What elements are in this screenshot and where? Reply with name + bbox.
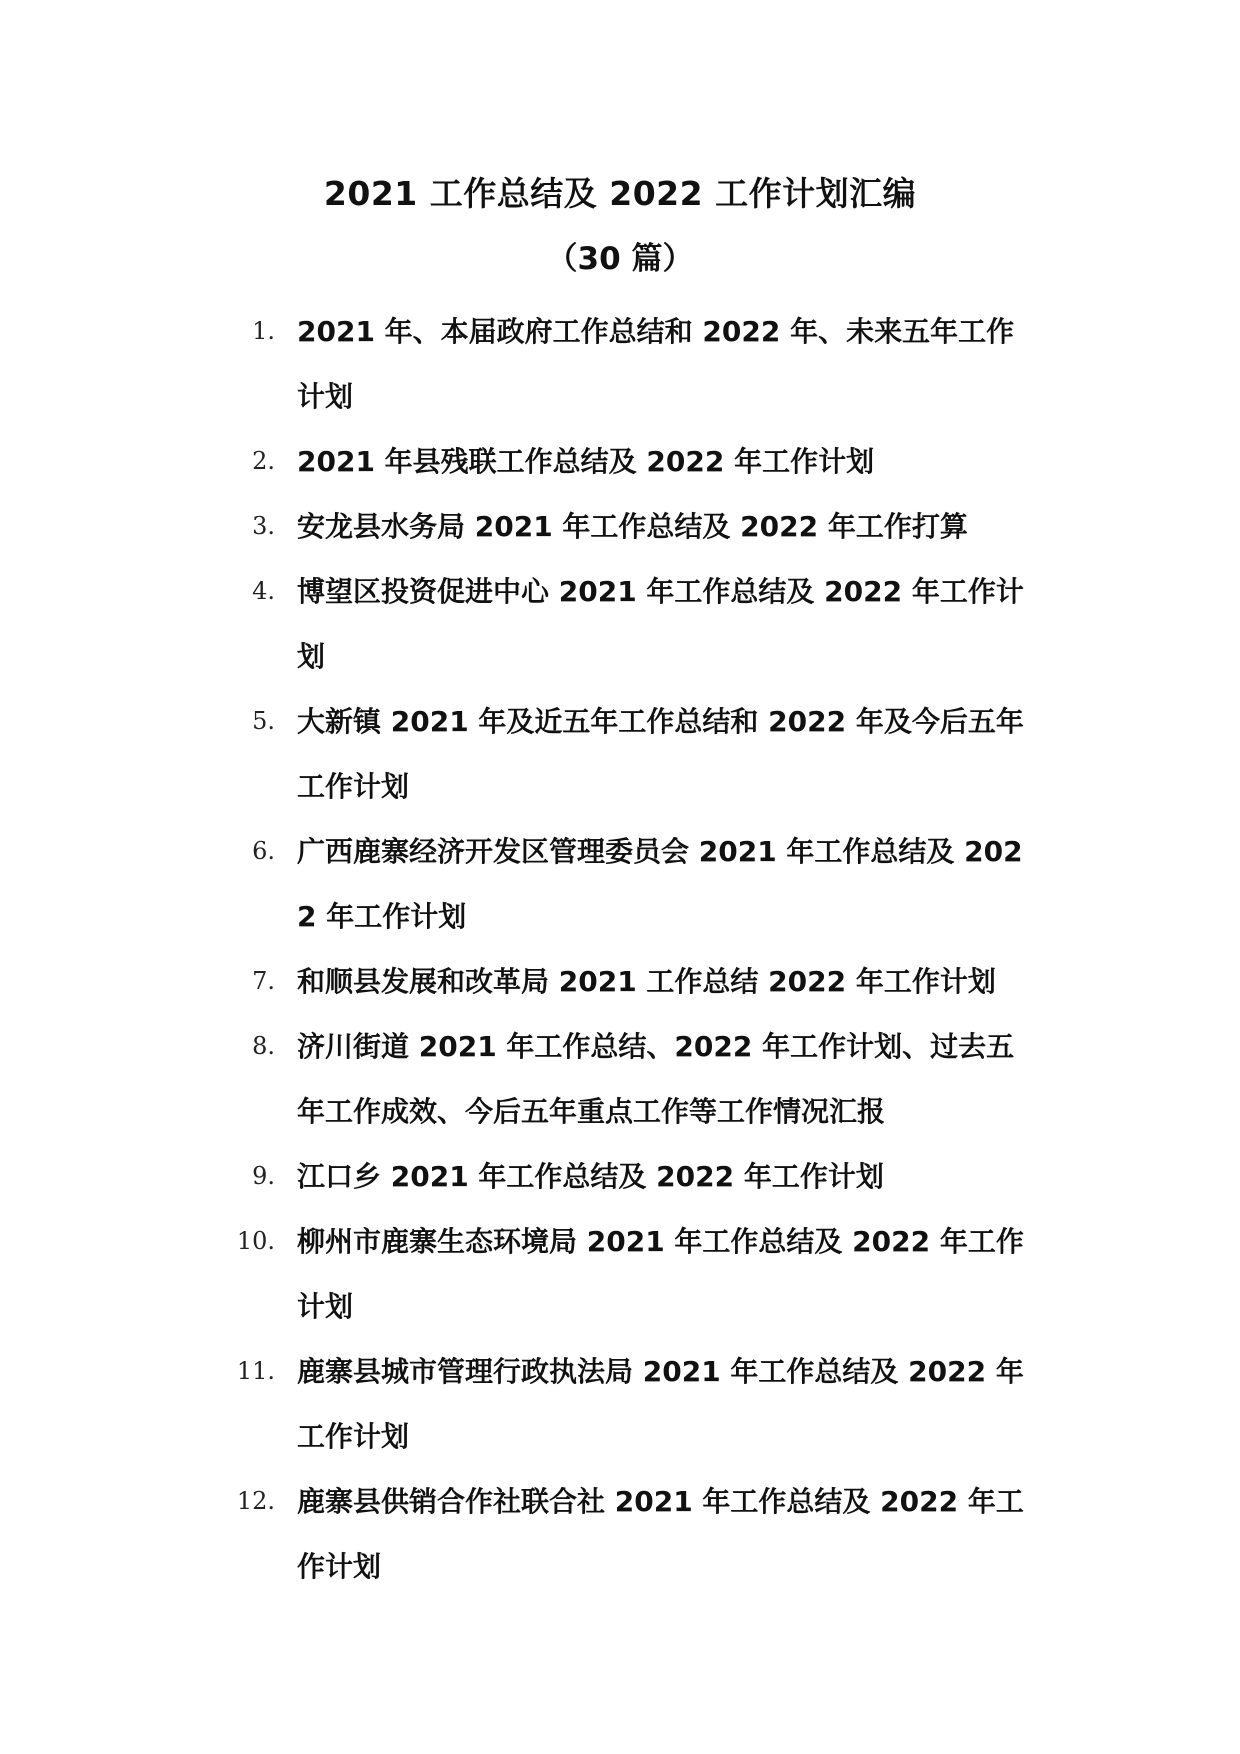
toc-item [0, 1209, 1240, 1339]
toc-item [0, 299, 1240, 429]
toc-item-number: 12. [236, 1487, 275, 1515]
table-of-contents [0, 299, 1240, 1599]
toc-item-number: 9. [252, 1162, 275, 1190]
toc-item-number: 11. [236, 1357, 275, 1385]
toc-item-title: 博望区投资促进中心 2021 年工作总结及 2022 年工作计划 [297, 575, 1024, 673]
toc-item [0, 1014, 1240, 1144]
toc-item [0, 559, 1240, 689]
toc-item-title: 济川街道 2021 年工作总结、2022 年工作计划、过去五年工作成效、今后五年重点工作等工作情况汇报 [297, 1030, 1015, 1128]
toc-item-number: 4. [252, 577, 275, 605]
toc-item [0, 1339, 1240, 1469]
toc-item [0, 429, 1240, 494]
toc-item-number: 1. [252, 317, 275, 345]
toc-item-number: 6. [252, 837, 275, 865]
toc-item [0, 1144, 1240, 1209]
toc-item-number: 2. [252, 447, 275, 475]
toc-item-title: 和顺县发展和改革局 2021 工作总结 2022 年工作计划 [297, 965, 996, 998]
toc-item [0, 819, 1240, 949]
toc-item-title: 安龙县水务局 2021 年工作总结及 2022 年工作打算 [297, 510, 968, 543]
toc-item [0, 494, 1240, 559]
document-title: 2021 工作总结及 2022 工作计划汇编 [323, 174, 917, 213]
toc-item-title: 广西鹿寨经济开发区管理委员会 2021 年工作总结及 2022 年工作计划 [297, 835, 1023, 933]
toc-item-number: 8. [252, 1032, 275, 1060]
toc-item [0, 689, 1240, 819]
toc-item-title: 2021 年、本届政府工作总结和 2022 年、未来五年工作计划 [297, 315, 1015, 413]
toc-item [0, 1469, 1240, 1599]
toc-item-number: 3. [252, 512, 275, 540]
toc-item [0, 949, 1240, 1014]
toc-item-number: 5. [252, 707, 275, 735]
document-subtitle: （30 篇） [546, 241, 694, 277]
toc-item-title: 柳州市鹿寨生态环境局 2021 年工作总结及 2022 年工作计划 [297, 1225, 1024, 1323]
toc-item-title: 鹿寨县城市管理行政执法局 2021 年工作总结及 2022 年工作计划 [297, 1355, 1024, 1453]
toc-item-title: 鹿寨县供销合作社联合社 2021 年工作总结及 2022 年工作计划 [297, 1485, 1024, 1583]
toc-item-title: 大新镇 2021 年及近五年工作总结和 2022 年及今后五年工作计划 [297, 705, 1024, 803]
toc-item-title: 2021 年县残联工作总结及 2022 年工作计划 [297, 445, 875, 478]
toc-item-title: 江口乡 2021 年工作总结及 2022 年工作计划 [297, 1160, 884, 1193]
toc-item-number: 10. [236, 1227, 275, 1255]
toc-item-number: 7. [252, 967, 275, 995]
